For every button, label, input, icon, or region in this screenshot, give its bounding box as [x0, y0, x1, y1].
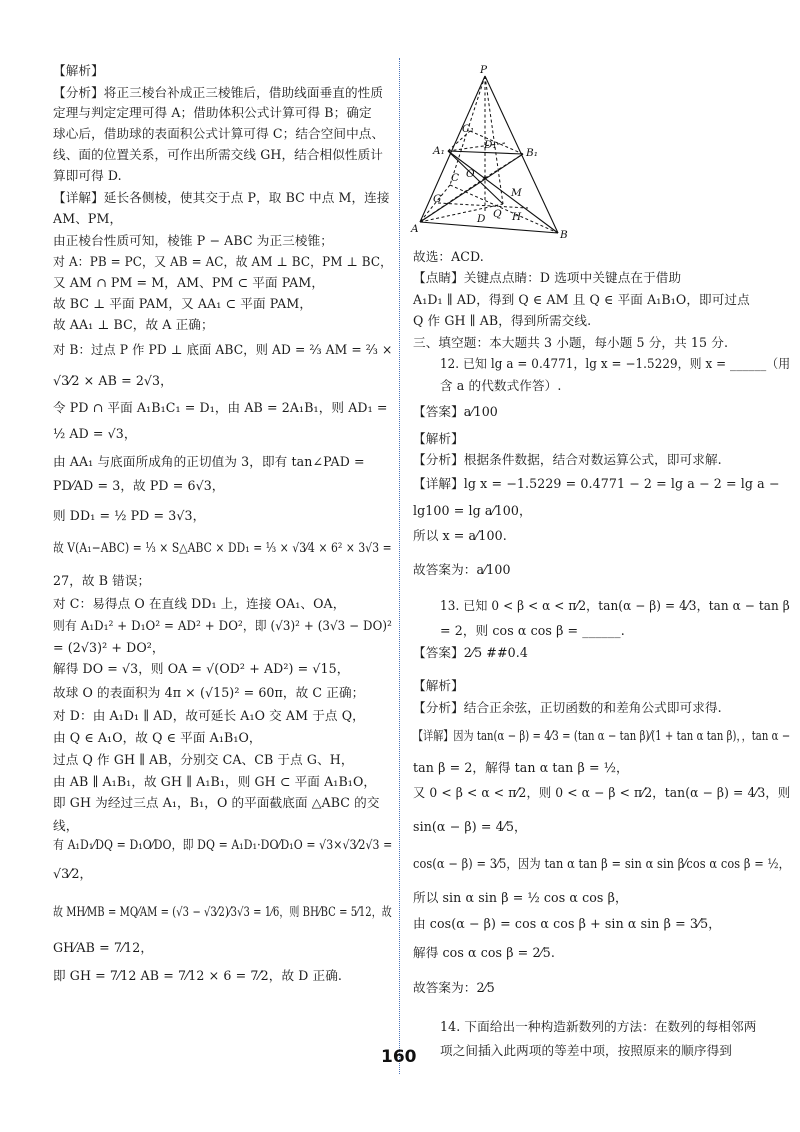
- left-text-line: 令 PD ∩ 平面 A₁B₁C₁ = D₁，由 AB = 2A₁B₁，则 AD₁ =: [53, 400, 388, 415]
- left-text-line: 对 A：PB = PC，又 AB = AC，故 AM ⊥ BC，PM ⊥ BC，: [53, 254, 393, 269]
- left-text-line: 定理与判定定理可得 A；借助体积公式计算可得 B；确定: [53, 105, 372, 120]
- frustum-figure: [405, 58, 580, 243]
- left-text-line: √3⁄2，: [53, 866, 93, 881]
- page-number: 160: [381, 1047, 417, 1067]
- right-text-line: Q 作 GH ∥ AB，得到所需交线.: [413, 313, 592, 328]
- left-text-line: 线，: [53, 818, 79, 833]
- left-text-line: 对 C：易得点 O 在直线 DD₁ 上，连接 OA₁、OA，: [53, 596, 346, 611]
- center-point: [483, 176, 486, 179]
- left-text-line: 故 V(A₁−ABC) = ⅓ × S△ABC × DD₁ = ⅓ × √3⁄4 × 6² × 3√3 =: [53, 540, 392, 555]
- label-h: H: [512, 211, 522, 223]
- right-text-line: 故选：ACD.: [413, 249, 484, 264]
- left-text-line: AM、PM，: [53, 211, 123, 226]
- left-text-line: √3⁄2 × AB = 2√3，: [53, 373, 173, 388]
- left-text-line: 球心后，借助球的表面积公式计算可得 C；结合空间中点、: [53, 126, 385, 141]
- left-text-line: 【解析】: [53, 63, 104, 78]
- left-text-line: 过点 Q 作 GH ∥ AB，分别交 CA、CB 于点 G、H，: [53, 752, 354, 767]
- right-text-line: 【解析】: [413, 431, 464, 446]
- left-text-line: GH⁄AB = 7⁄12，: [53, 940, 154, 955]
- left-text-line: = (2√3)² + DO²，: [53, 640, 165, 655]
- label-d1: D₁: [484, 139, 497, 151]
- left-text-line: 【详解】延长各侧棱，使其交于点 P，取 BC 中点 M，连接: [53, 190, 390, 205]
- left-text-line: 算即可得 D.: [53, 168, 122, 183]
- left-text-line: 即 GH = 7⁄12 AB = 7⁄12 × 6 = 7⁄2，故 D 正确.: [53, 968, 343, 983]
- left-text-line: 故球 O 的表面积为 4π × (√15)² = 60π，故 C 正确；: [53, 685, 365, 700]
- left-text-line: 故 MH⁄MB = MQ⁄AM = (√3 − √3⁄2)⁄3√3 = 1⁄6，则 BH⁄BC = 5⁄12，故: [53, 904, 392, 919]
- right-text-line: 含 a 的代数式作答）.: [440, 378, 562, 393]
- left-text-line: 解得 DO = √3，则 OA = √(OD² + AD²) = √15，: [53, 661, 350, 676]
- right-text-line: 解得 cos α cos β = 2⁄5.: [413, 945, 555, 960]
- right-text-line: sin(α − β) = 4⁄5，: [413, 819, 527, 834]
- edge-gh: [438, 203, 528, 208]
- left-text-line: 则有 A₁D₁² + D₁O² = AD² + DO²，即 (√3)² + (3√3 − DO)²: [53, 618, 392, 633]
- left-text-line: 【分析】将正三棱台补成正三棱锥后，借助线面垂直的性质: [53, 85, 384, 100]
- right-text-line: 故答案为：2⁄5: [413, 980, 495, 995]
- right-text-line: tan β = 2，解得 tan α tan β = ½，: [413, 760, 629, 775]
- left-text-line: PD⁄AD = 3，故 PD = 6√3，: [53, 478, 225, 493]
- left-text-line: 对 D：由 A₁D₁ ∥ AD，故可延长 A₁O 交 AM 于点 Q，: [53, 708, 365, 723]
- right-text-line: 【点睛】关键点点睛：D 选项中关键点在于借助: [413, 270, 682, 285]
- right-text-line: 又 0 < β < α < π⁄2，则 0 < α − β < π⁄2，tan(α − β) = 4⁄3，则: [413, 785, 791, 800]
- label-m: M: [511, 187, 522, 199]
- right-text-line: = 2，则 cos α cos β = ______.: [440, 623, 625, 638]
- right-text-line: cos(α − β) = 3⁄5，因为 tan α tan β = sin α sin β⁄cos α cos β = ½，: [413, 856, 791, 871]
- left-text-line: 则 DD₁ = ½ PD = 3√3，: [53, 508, 206, 523]
- label-o: O: [466, 168, 475, 180]
- label-p: P: [480, 64, 488, 76]
- left-text-line: 又 AM ∩ PM = M，AM、PM ⊂ 平面 PAM，: [53, 275, 325, 290]
- right-text-line: 【详解】因为 tan(α − β) = 4⁄3 = (tan α − tan β)⁄(1 + tan α tan β)，，tan α −: [413, 728, 791, 743]
- right-text-line: 【分析】结合正余弦，正切函数的和差角公式即可求得.: [413, 700, 722, 715]
- left-text-line: 即 GH 为经过三点 A₁，B₁，O 的平面截底面 △ABC 的交: [53, 795, 380, 810]
- right-text-line: 13. 已知 0 < β < α < π⁄2，tan(α − β) = 4⁄3，tan α − tan β: [440, 598, 790, 613]
- right-text-line: 【详解】lg x = −1.5229 = 0.4771 − 2 = lg a − 2 = lg a −: [413, 476, 780, 491]
- right-text-line: 【答案】2⁄5 ##0.4: [413, 645, 528, 660]
- left-text-line: 由正棱台性质可知，棱锥 P − ABC 为正三棱锥；: [53, 233, 333, 248]
- right-text-line: 故答案为：a⁄100: [413, 562, 511, 577]
- right-text-line: 项之间插入此两项的等差中项，按照原来的顺序得到: [440, 1043, 732, 1058]
- left-text-line: ½ AD = √3，: [53, 426, 137, 441]
- right-text-line: A₁D₁ ∥ AD，得到 Q ∈ AM 且 Q ∈ 平面 A₁B₁O，即可过点: [413, 292, 750, 307]
- label-d: D: [477, 213, 486, 225]
- right-text-line: 【答案】a⁄100: [413, 404, 498, 419]
- right-text-line: 所以 sin α sin β = ½ cos α cos β，: [413, 890, 628, 905]
- right-text-line: 所以 x = a⁄100.: [413, 528, 507, 543]
- label-c: C: [451, 172, 460, 184]
- label-a: A: [411, 223, 419, 235]
- left-text-line: 对 B：过点 P 作 PD ⊥ 底面 ABC，则 AD = ²⁄₃ AM = ²⁄₃ ×: [53, 342, 393, 357]
- label-c1: C₁: [462, 123, 475, 135]
- label-b: B: [560, 229, 568, 241]
- label-q: Q: [493, 208, 502, 220]
- left-text-line: 线、面的位置关系，可作出所需交线 GH，结合相似性质计: [53, 147, 383, 162]
- left-text-line: 故 AA₁ ⊥ BC，故 A 正确；: [53, 317, 214, 332]
- left-text-line: 由 AA₁ 与底面所成角的正切值为 3，即有 tan∠PAD =: [53, 454, 365, 469]
- column-divider: [399, 58, 400, 1074]
- left-text-line: 27，故 B 错误；: [53, 573, 151, 588]
- label-g: G: [433, 193, 442, 205]
- right-text-line: 12. 已知 lg a = 0.4771，lg x = −1.5229，则 x = ______（用: [440, 356, 791, 371]
- right-text-line: lg100 = lg a⁄100，: [413, 503, 532, 518]
- left-text-line: 由 Q ∈ A₁O，故 Q ∈ 平面 A₁B₁O，: [53, 730, 262, 745]
- label-b1: B₁: [526, 147, 538, 159]
- right-text-line: 【分析】根据条件数据，结合对数运算公式，即可求解.: [413, 452, 722, 467]
- left-text-line: 由 AB ∥ A₁B₁，故 GH ∥ A₁B₁，则 GH ⊂ 平面 A₁B₁O，: [53, 774, 377, 789]
- left-text-line: 有 A₁D₁⁄DQ = D₁O⁄DO，即 DQ = A₁D₁·DO⁄D₁O = √3×√3⁄2√3 =: [53, 837, 393, 852]
- right-text-line: 14. 下面给出一种构造新数列的方法：在数列的每相邻两: [440, 1019, 757, 1034]
- right-text-line: 【解析】: [413, 678, 464, 693]
- right-text-line: 三、填空题：本大题共 3 小题，每小题 5 分，共 15 分.: [413, 335, 729, 350]
- label-a1: A₁: [433, 145, 445, 157]
- left-text-line: 故 BC ⊥ 平面 PAM，又 AA₁ ⊂ 平面 PAM，: [53, 296, 313, 311]
- right-text-line: 由 cos(α − β) = cos α cos β + sin α sin β = 3⁄5，: [413, 916, 721, 931]
